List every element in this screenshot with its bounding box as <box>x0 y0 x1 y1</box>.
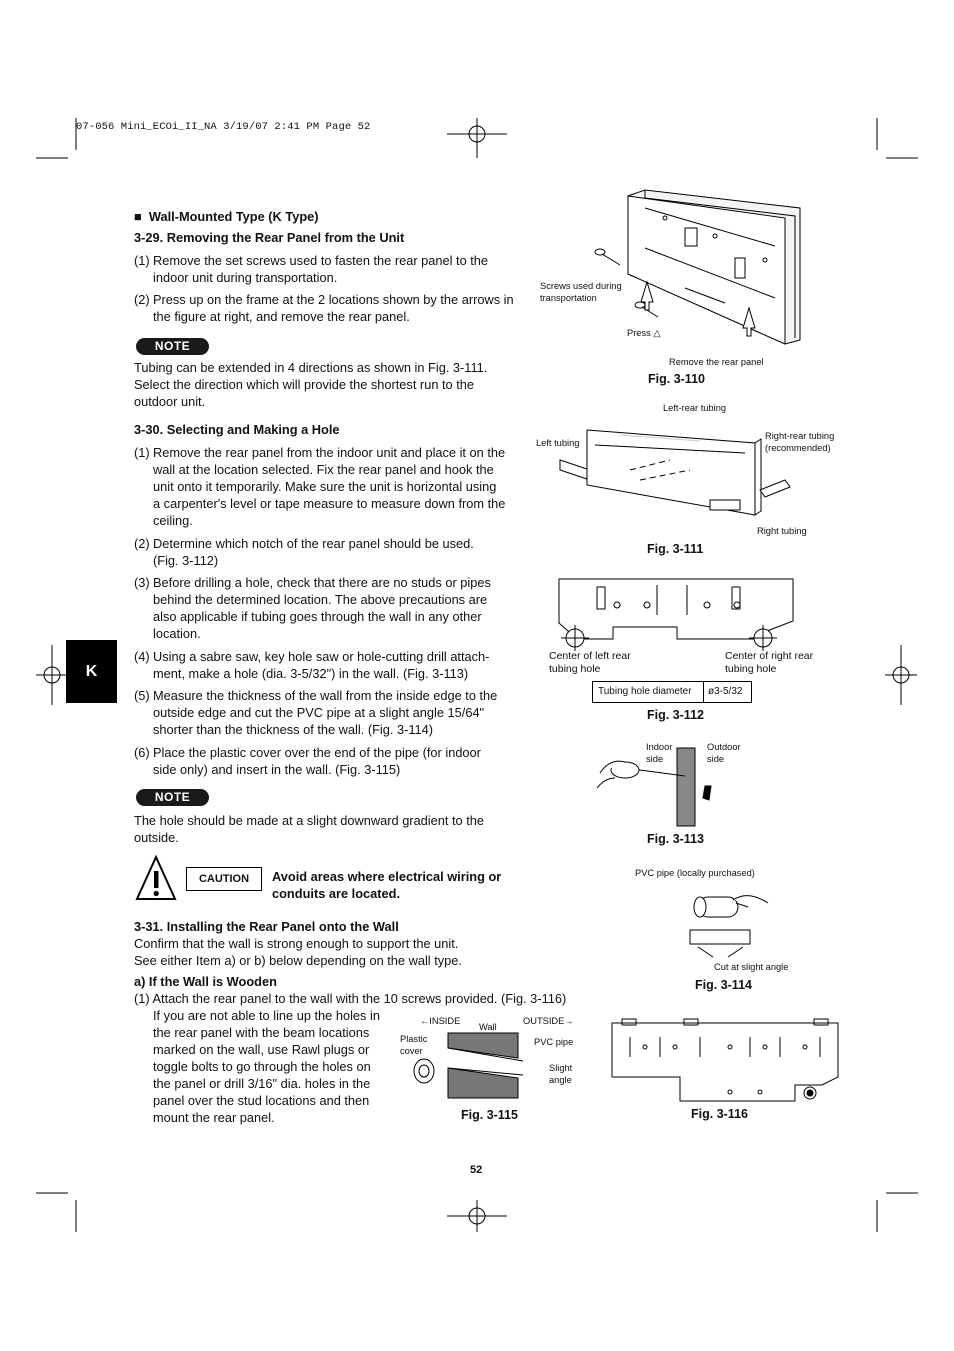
fig-115-caption: Fig. 3-115 <box>461 1108 518 1122</box>
label-wall: Wall <box>479 1022 497 1032</box>
section-heading-text: Wall-Mounted Type (K Type) <box>148 209 319 224</box>
label-slight: Slight angle <box>549 1063 573 1085</box>
subheading: a) If the Wall is Wooden <box>134 974 277 989</box>
section-heading <box>134 208 319 225</box>
table-value: ø3-5/32 <box>708 686 743 697</box>
item-text: Place the plastic cover over the end of the pipe (for indoor side only) and insert in the wall. (Fig. 3-115) <box>153 745 481 777</box>
fig-110-caption: Fig. 3-110 <box>648 372 705 386</box>
note-badge: NOTE <box>136 338 209 355</box>
heading-3-29: 3-29. Removing the Rear Panel from the Unit <box>134 230 405 245</box>
caution-text: Avoid areas where electrical wiring or conduits are located. <box>272 869 502 901</box>
item-text: Before drilling a hole, check that there are no studs or pipes behind the determined location. The above precautions are also applicable if tubing goes through the wall in any other location. <box>153 575 491 641</box>
label-screws: Screws used during transportation <box>540 281 622 303</box>
fig-115-wall-drawing <box>408 1033 528 1098</box>
item-number: (4) <box>134 649 150 664</box>
item-number: (3) <box>134 575 150 590</box>
heading-3-31: 3-31. Installing the Rear Panel onto the Wall <box>134 919 399 934</box>
note-badge: NOTE <box>136 789 209 806</box>
list-item <box>134 687 516 738</box>
label-press <box>627 327 661 339</box>
paragraph: See either Item a) or b) below depending on the wall type. <box>134 953 462 968</box>
label-outside-text: OUTSIDE <box>523 1016 565 1026</box>
list-item <box>134 574 506 642</box>
heading-3-30: 3-30. Selecting and Making a Hole <box>134 422 340 437</box>
tubing-hole-table <box>592 681 752 703</box>
label-indoor: Indoor side <box>646 742 673 764</box>
label-outside <box>523 1015 574 1027</box>
list-item <box>134 648 506 682</box>
label-left: Left tubing <box>536 438 580 448</box>
list-item-continued: If you are not able to line up the holes in the rear panel with the beam locations marked on the wall, use Rawl plugs or toggle bolts to go through the holes on the panel or drill 3/16" dia. holes in the panel over the stud locations and then mount the rear panel. <box>153 1008 380 1125</box>
arrow-left-icon: ← <box>420 1016 430 1026</box>
note-text: The hole should be made at a slight downward gradient to the outside. <box>134 813 485 845</box>
item-text: Determine which notch of the rear panel should be used. (Fig. 3-112) <box>153 536 474 568</box>
label-pvc: PVC pipe (locally purchased) <box>635 868 755 878</box>
triangle-icon: △ <box>653 328 661 338</box>
item-number: (5) <box>134 688 150 703</box>
fig-112-rear-panel <box>557 575 797 655</box>
label-remove: Remove the rear panel <box>669 357 764 367</box>
item-text: Measure the thickness of the wall from the inside edge to the outside edge and cut the PVC pipe at a slight angle 15/64" shorter than the thickness of the wall. (Fig. 3-114) <box>153 688 498 737</box>
list-item <box>134 535 499 569</box>
table-divider <box>703 682 704 702</box>
item-text: Remove the set screws used to fasten the rear panel to the indoor unit during transportation. <box>153 253 489 285</box>
square-bullet-icon: ■ <box>134 209 142 224</box>
item-text: Using a sabre saw, key hole saw or hole-cutting drill attach-ment, make a hole (dia. 3-5/32") in the wall. (Fig. 3-113) <box>153 649 490 681</box>
arrow-right-icon: → <box>564 1016 574 1026</box>
caution-label: CAUTION <box>186 867 262 891</box>
label-press-text: Press <box>627 328 651 338</box>
label-outdoor: Outdoor side <box>707 742 741 764</box>
item-number: (1) <box>134 445 150 460</box>
press-arrow-icon <box>635 282 755 332</box>
item-number: (6) <box>134 745 150 760</box>
fig-113-caption: Fig. 3-113 <box>647 832 704 846</box>
fig-114-caption: Fig. 3-114 <box>695 978 752 992</box>
table-label: Tubing hole diameter <box>598 686 692 697</box>
item-text: Remove the rear panel from the indoor unit and place it on the wall at the location selected. Fix the rear panel and hook the unit onto it temporarily. Make sure the unit is horizontal using a carpenter's level or tape measure to measure down from the ceiling. <box>153 445 506 528</box>
fig-112-caption: Fig. 3-112 <box>647 708 704 722</box>
label-left-center: Center of left rear tubing hole <box>549 650 631 675</box>
list-item <box>134 291 522 325</box>
label-left-rear: Left-rear tubing <box>663 403 727 413</box>
label-right-rear: Right-rear tubing (recommended) <box>765 431 835 453</box>
fig-116-caption: Fig. 3-116 <box>691 1107 748 1121</box>
list-item: (1) Attach the rear panel to the wall with the 10 screws provided. (Fig. 3-116) <box>134 991 567 1006</box>
item-number: (2) <box>134 292 150 307</box>
paragraph: Confirm that the wall is strong enough to support the unit. <box>134 936 459 951</box>
item-number: (2) <box>134 536 150 551</box>
print-slug: 07-056 Mini_ECOi_II_NA 3/19/07 2:41 PM Page 52 <box>76 121 371 133</box>
item-text: Press up on the frame at the 2 locations shown by the arrows in the figure at right, and remove the rear panel. <box>153 292 514 324</box>
label-inside-text: INSIDE <box>429 1016 461 1026</box>
list-item <box>134 252 514 286</box>
fig-111-caption: Fig. 3-111 <box>647 542 704 556</box>
warning-triangle-icon <box>135 855 177 901</box>
fig-116-rear-panel <box>610 1017 840 1107</box>
note-text: Tubing can be extended in 4 directions as shown in Fig. 3-111. Select the direction which will provide the shortest run to the outdoor unit. <box>134 360 488 409</box>
page-number: 52 <box>470 1164 483 1176</box>
label-right: Right tubing <box>757 526 807 536</box>
list-item <box>134 744 506 778</box>
label-plastic: Plastic cover <box>400 1034 428 1056</box>
list-item <box>134 444 506 529</box>
label-right-center: Center of right rear tubing hole <box>725 650 814 675</box>
label-inside <box>420 1015 460 1027</box>
label-pvc-pipe: PVC pipe <box>534 1037 574 1047</box>
section-tab: K <box>66 640 117 703</box>
label-cut: Cut at slight angle <box>714 962 789 972</box>
item-number: (1) <box>134 253 150 268</box>
